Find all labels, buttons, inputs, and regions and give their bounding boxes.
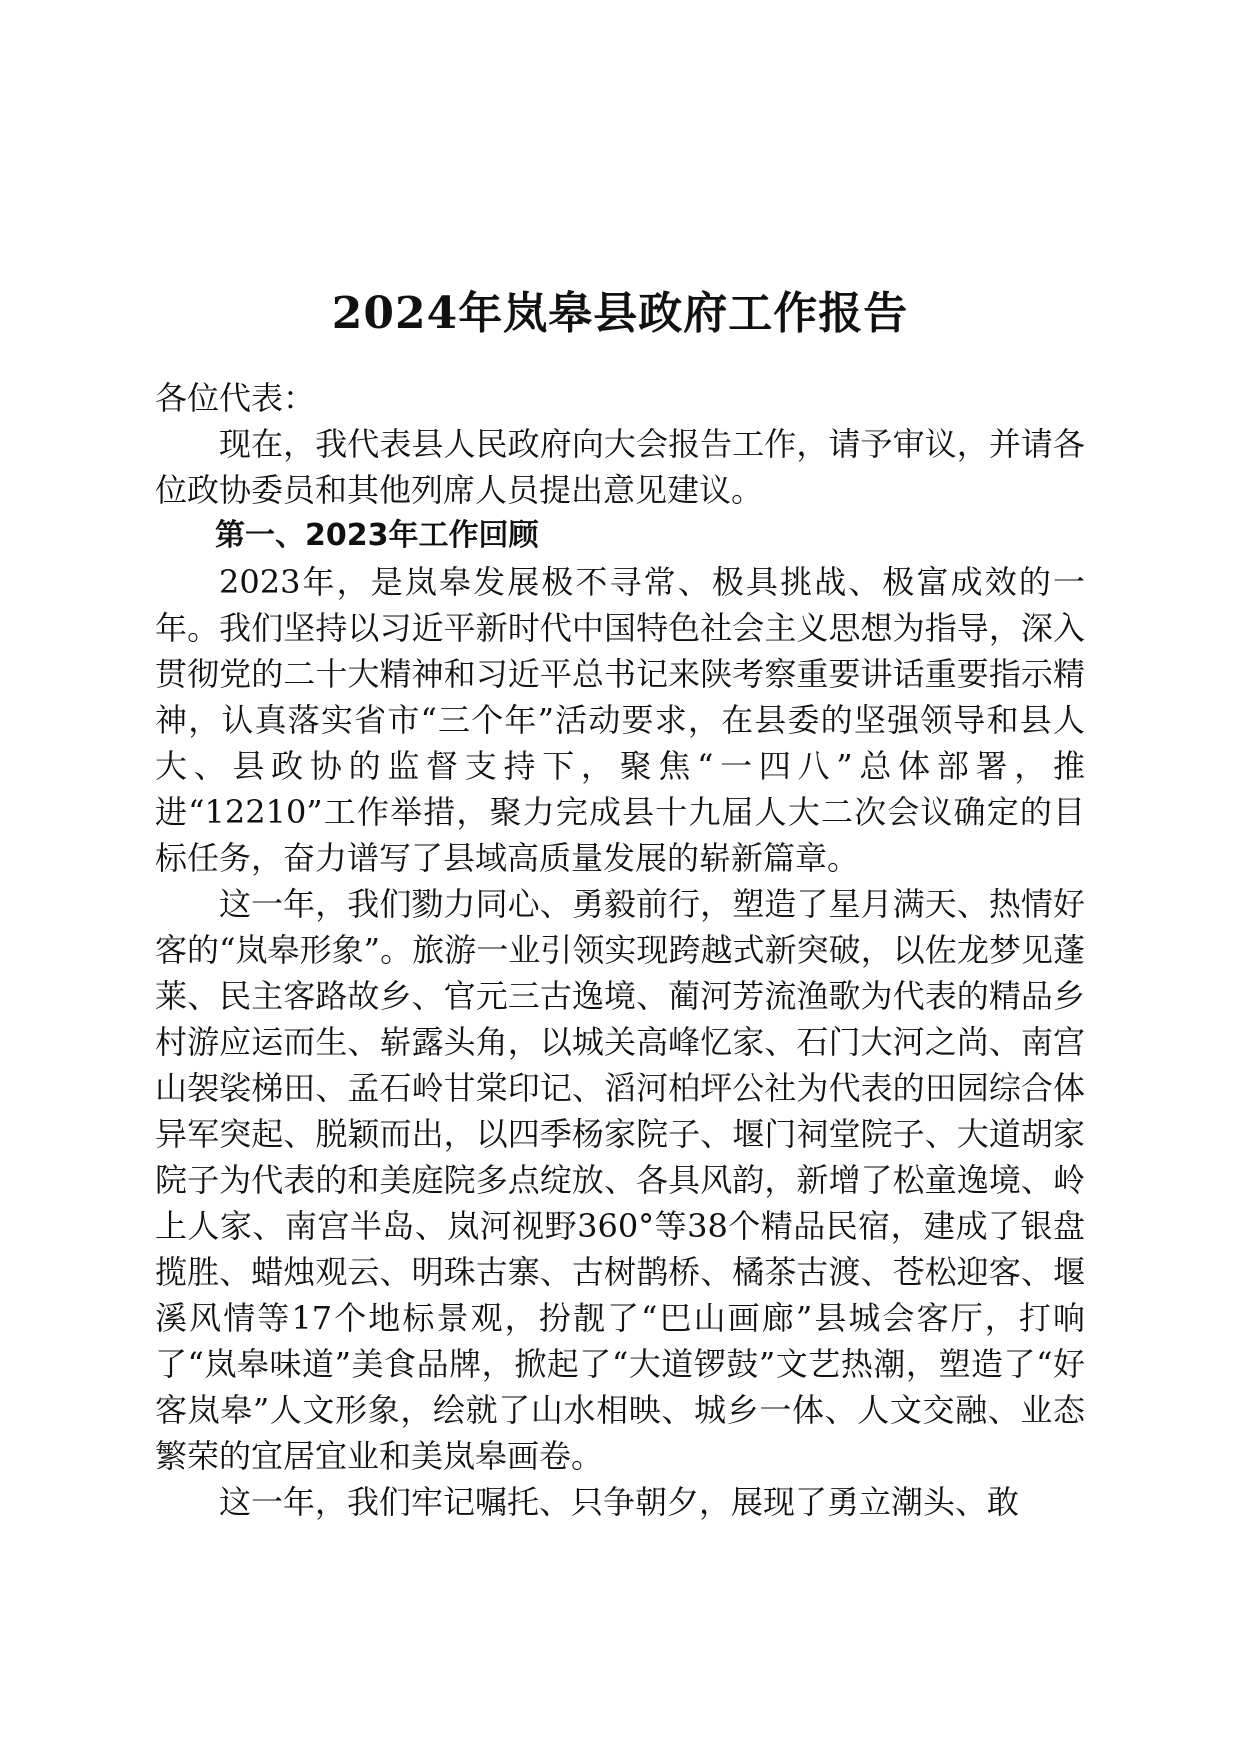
paragraph-tourism: 这一年，我们勠力同心、勇毅前行，塑造了星月满天、热情好客的“岚皋形象”。旅游一业引领实现跨越式新突破，以佐龙梦见蓬莱、民主客路故乡、官元三古逸境、蔺河芳流渔歌为代表的精品乡村游应运而生、崭露头角，以城关高峰忆家、石门大河之尚、南宫山袈裟梯田、孟石岭甘棠印记、滔河柏坪公社为代表的田园综合体异军突起、脱颖而出，以四季杨家院子、堰门祠堂院子、大道胡家院子为代表的和美庭院多点绽放、各具风韵，新增了松童逸境、岭上人家、南宫半岛、岚河视野360°等38个精品民宿，建成了银盘揽胜、蜡烛观云、明珠古寨、古树鹊桥、橘茶古渡、苍松迎客、堰溪风情等17个地标景观，扮靓了“巴山画廊”县城会客厅，打响了“岚皋味道”美食品牌，掀起了“大道锣鼓”文艺热潮，塑造了“好客岚皋”人文形象，绘就了山水相映、城乡一体、人文交融、业态繁荣的宜居宜业和美岚皋画卷。 xyxy=(155,885,1085,1475)
document-body xyxy=(155,375,1085,1525)
greeting: 各位代表： xyxy=(155,379,316,417)
paragraph-intro: 现在，我代表县人民政府向大会报告工作，请予审议，并请各位政协委员和其他列席人员提出意见建议。 xyxy=(155,425,1085,509)
document-title: 2024年岚皋县政府工作报告 xyxy=(331,288,909,340)
paragraph-continuation: 这一年，我们牢记嘱托、只争朝夕，展现了勇立潮头、敢 xyxy=(219,1483,1020,1521)
paragraph-2023-overview: 2023年，是岚皋发展极不寻常、极具挑战、极富成效的一年。我们坚持以习近平新时代中国特色社会主义思想为指导，深入贯彻党的二十大精神和习近平总书记来陕考察重要讲话重要指示精神，认真落实省市“三个年”活动要求，在县委的坚强领导和县人大、县政协的监督支持下，聚焦“一四八”总体部署，推进“12210”工作举措，聚力完成县十九届人大二次会议确定的目标任务，奋力谱写了县域高质量发展的崭新篇章。 xyxy=(155,563,1085,877)
section-heading: 第一、2023年工作回顾 xyxy=(215,518,539,553)
